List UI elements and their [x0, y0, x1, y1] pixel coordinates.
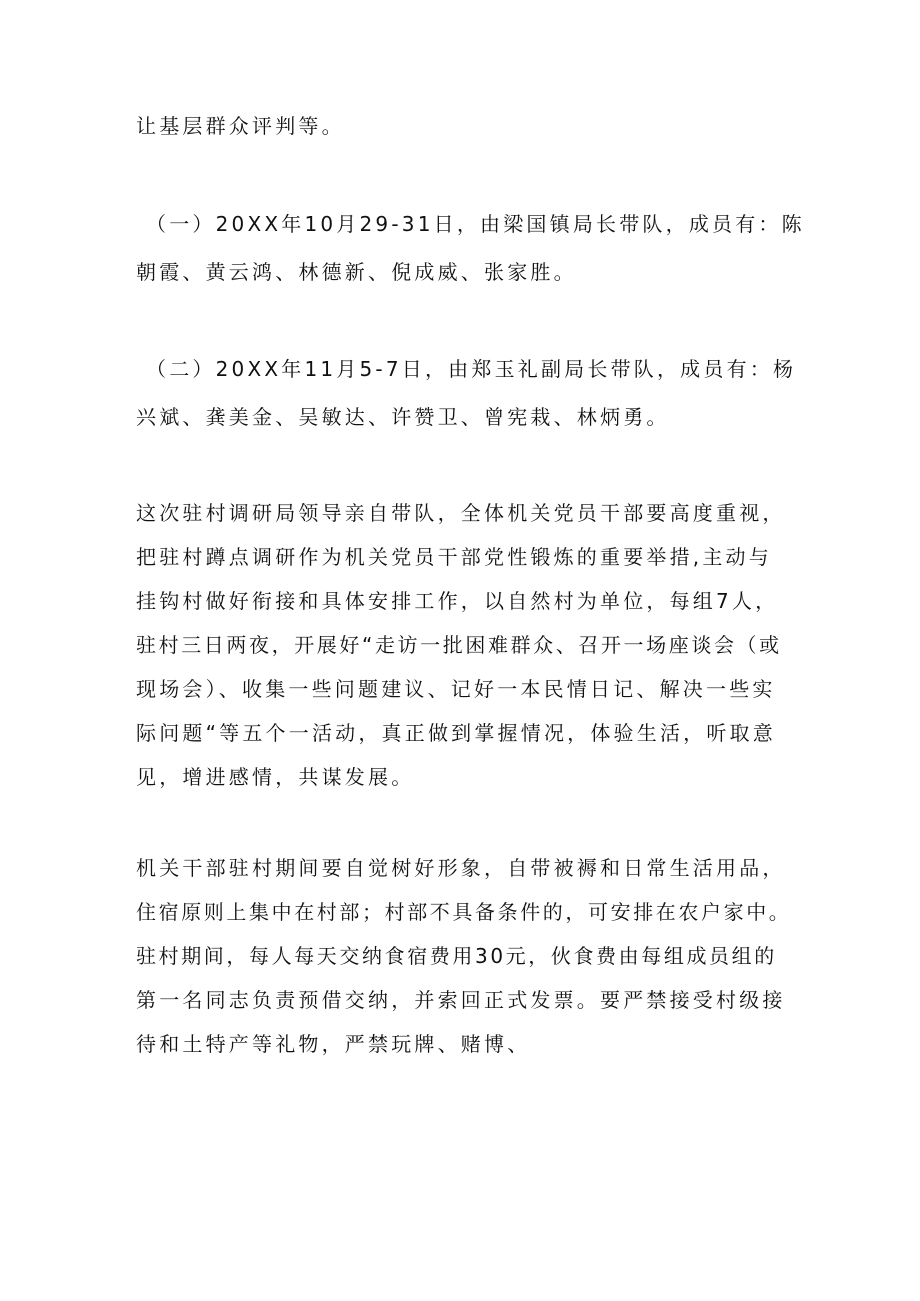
text-line: （二）20XX年11月5-7日，由郑玉礼副局长带队，成员有：杨	[146, 357, 797, 381]
text-line: 这次驻村调研局领导亲自带队，全体机关党员干部要高度重视，	[136, 501, 786, 525]
text-line: 朝霞、黄云鸿、林德新、倪成威、张家胜。	[136, 260, 577, 284]
text-line: 把驻村蹲点调研作为机关党员干部党性锻炼的重要举措,主动与	[136, 545, 772, 569]
text-line: 际问题“等五个一活动，真正做到掌握情况，体验生活，听取意	[136, 721, 776, 745]
text-line: 见，增进感情，共谋发展。	[136, 765, 415, 789]
paragraph-group-one	[136, 208, 805, 288]
text-line: 驻村三日两夜，开展好“走访一批困难群众、召开一场座谈会（或	[136, 633, 782, 657]
paragraph-group-two	[136, 353, 796, 433]
text-line: 让基层群众评判等。	[136, 114, 345, 138]
paragraph-research-requirements	[136, 497, 796, 793]
text-line: 待和土特产等礼物，严禁玩牌、赌博、	[136, 1032, 531, 1056]
text-line: 驻村期间，每人每天交纳食宿费用30元，伙食费由每组成员组的	[136, 944, 777, 968]
paragraph-conduct-rules	[136, 852, 796, 1060]
text-line: 住宿原则上集中在村部；村部不具备条件的，可安排在农户家中。	[136, 900, 792, 924]
text-line: 现场会）、收集一些问题建议、记好一本民情日记、解决一些实	[136, 677, 776, 701]
paragraph-intro-tail	[136, 110, 796, 142]
text-line: 第一名同志负责预借交纳，并索回正式发票。要严禁接受村级接	[136, 988, 786, 1012]
text-line: （一）20XX年10月29-31日，由梁国镇局长带队，成员有：陈	[146, 212, 805, 236]
text-line: 兴斌、龚美金、吴敏达、许赞卫、曾宪栽、林炳勇。	[136, 405, 670, 429]
text-line: 挂钩村做好衔接和具体安排工作，以自然村为单位，每组7人，	[136, 589, 779, 613]
text-line: 机关干部驻村期间要自觉树好形象，自带被褥和日常生活用品，	[136, 856, 786, 880]
